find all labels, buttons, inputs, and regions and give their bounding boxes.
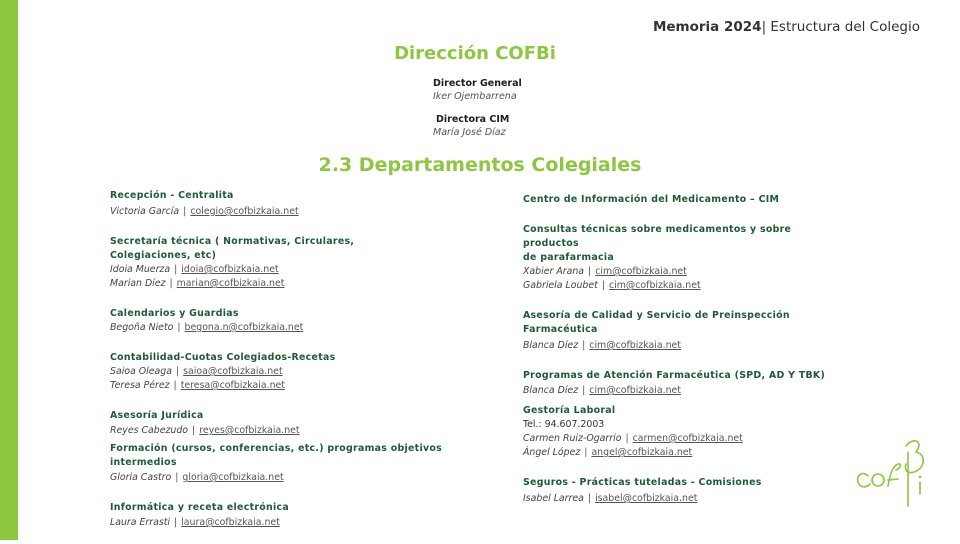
header-year: Memoria 2024 xyxy=(652,19,762,35)
dept-consultas xyxy=(523,223,843,293)
contact-row: Isabel Larrea | isabel@cofbizkaia.net xyxy=(523,493,698,504)
contact-row: Teresa Pérez | teresa@cofbizkaia.net xyxy=(110,380,285,391)
contact-row: Blanca Díez | cim@cofbizkaia.net xyxy=(523,340,681,351)
header-subtitle: | Estructura del Colegio xyxy=(761,19,920,35)
director-general xyxy=(433,78,522,102)
contact-row: Begoña Nieto | begona.n@cofbizkaia.net xyxy=(110,322,304,333)
dept-title: Recepción - Centralita xyxy=(110,190,234,201)
contact-name: Blanca Díez xyxy=(523,385,579,396)
cofbi-logo xyxy=(852,432,932,512)
dept-title: Gestoría Laboral xyxy=(523,405,616,416)
contact-name: Marian Díez xyxy=(110,278,166,289)
dept-recepcion xyxy=(110,189,500,219)
contact-name: Idoia Muerza xyxy=(110,264,171,275)
contact-email-link[interactable]: teresa@cofbizkaia.net xyxy=(180,380,285,391)
dept-title: Formación (cursos, conferencias, etc.) programas objetivos intermedios xyxy=(110,443,442,468)
contact-row: Ángel López | angel@cofbizkaia.net xyxy=(523,447,693,458)
contact-row: Xabier Arana | cim@cofbizkaia.net xyxy=(523,266,687,277)
contact-name: Begoña Nieto xyxy=(110,322,174,333)
contact-row: Gabriela Loubet | cim@cofbizkaia.net xyxy=(523,280,701,291)
contact-name: Isabel Larrea xyxy=(523,493,584,504)
contact-row: Reyes Cabezudo | reyes@cofbizkaia.net xyxy=(110,425,300,436)
dept-informatica xyxy=(110,501,500,530)
contact-name: Blanca Díez xyxy=(523,340,579,351)
contact-name: Gloria Castro xyxy=(110,472,172,483)
contact-email-link[interactable]: colegio@cofbizkaia.net xyxy=(190,206,299,217)
contact-email-link[interactable]: cim@cofbizkaia.net xyxy=(589,340,681,351)
contact-email-link[interactable]: reyes@cofbizkaia.net xyxy=(199,425,300,436)
dept-title: Asesoría de Calidad y Servicio de Preinspección xyxy=(523,310,790,321)
person-role: Directora CIM xyxy=(436,114,510,125)
contact-name: Teresa Pérez xyxy=(110,380,170,391)
contact-name: Saioa Oleaga xyxy=(110,366,172,377)
dept-title-cont: de parafarmacia xyxy=(523,252,615,263)
dept-calendarios xyxy=(110,307,500,335)
contact-row: Laura Errasti | laura@cofbizkaia.net xyxy=(110,517,280,528)
page-header xyxy=(653,19,920,35)
contact-email-link[interactable]: isabel@cofbizkaia.net xyxy=(595,493,698,504)
contact-row: Blanca Díez | cim@cofbizkaia.net xyxy=(523,385,681,396)
contact-name: Reyes Cabezudo xyxy=(110,425,189,436)
contact-email-link[interactable]: carmen@cofbizkaia.net xyxy=(632,433,743,444)
contact-row: Victoria García | colegio@cofbizkaia.net xyxy=(110,206,299,217)
dept-title: Programas de Atención Farmacéutica (SPD, AD Y TBK) xyxy=(523,370,826,381)
dept-asesoria-juridica xyxy=(110,409,500,438)
directora-cim xyxy=(433,114,510,138)
contact-name: Xabier Arana xyxy=(523,266,585,277)
person-name: María José Díaz xyxy=(433,127,506,138)
phone-number: Tel.: 94.607.2003 xyxy=(523,419,605,430)
dept-title: Centro de Información del Medicamento – CIM xyxy=(523,194,780,205)
dept-title: Informática y receta electrónica xyxy=(110,502,289,513)
contact-email-link[interactable]: begona.n@cofbizkaia.net xyxy=(184,322,304,333)
contact-email-link[interactable]: laura@cofbizkaia.net xyxy=(181,517,280,528)
contact-name: Victoria García xyxy=(110,206,180,217)
dept-title: Secretaría técnica ( Normativas, Circulares, xyxy=(110,236,355,247)
contact-name: Carmen Ruiz-Ogarrio xyxy=(523,433,622,444)
dept-atencion xyxy=(523,369,843,398)
contact-email-link[interactable]: gloria@cofbizkaia.net xyxy=(182,472,284,483)
dept-gestoria xyxy=(523,404,843,460)
contact-name: Laura Errasti xyxy=(110,517,171,528)
dept-title: Consultas técnicas sobre medicamentos y sobre productos xyxy=(523,224,792,249)
contact-email-link[interactable]: marian@cofbizkaia.net xyxy=(176,278,285,289)
departments-left-column xyxy=(110,189,500,544)
side-accent-bar xyxy=(0,0,18,540)
dept-calidad xyxy=(523,309,843,353)
dept-title-cont: Farmacéutica xyxy=(523,324,598,335)
dept-title-cont: Colegiaciones, etc) xyxy=(110,250,217,261)
contact-email-link[interactable]: cim@cofbizkaia.net xyxy=(589,385,681,396)
contact-row: Saioa Oleaga | saioa@cofbizkaia.net xyxy=(110,366,283,377)
contact-row: Marian Díez | marian@cofbizkaia.net xyxy=(110,278,285,289)
contact-email-link[interactable]: cim@cofbizkaia.net xyxy=(595,266,687,277)
contact-name: Ángel López xyxy=(523,447,581,458)
dept-contabilidad xyxy=(110,351,500,393)
dept-secretaria xyxy=(110,235,500,291)
dept-title: Asesoría Jurídica xyxy=(110,410,204,421)
contact-email-link[interactable]: cim@cofbizkaia.net xyxy=(608,280,701,291)
direccion-title: Dirección COFBi xyxy=(394,43,556,64)
person-name: Iker Ojembarrena xyxy=(433,91,517,102)
dept-title: Contabilidad-Cuotas Colegiados-Recetas xyxy=(110,352,336,363)
section-title: 2.3 Departamentos Colegiales xyxy=(318,154,642,176)
contact-email-link[interactable]: saioa@cofbizkaia.net xyxy=(183,366,283,377)
dept-title: Seguros - Prácticas tuteladas - Comisiones xyxy=(523,477,762,488)
departments-right-column xyxy=(523,193,843,520)
dept-cim xyxy=(523,193,843,207)
dept-seguros xyxy=(523,476,843,506)
contact-email-link[interactable]: idoia@cofbizkaia.net xyxy=(181,264,279,275)
contact-row: Gloria Castro | gloria@cofbizkaia.net xyxy=(110,472,284,483)
contact-row: Carmen Ruiz-Ogarrio | carmen@cofbizkaia.net xyxy=(523,433,743,444)
contact-name: Gabriela Loubet xyxy=(523,280,598,291)
person-role: Director General xyxy=(433,78,522,89)
contact-email-link[interactable]: angel@cofbizkaia.net xyxy=(591,447,693,458)
dept-formacion xyxy=(110,442,500,485)
dept-title: Calendarios y Guardias xyxy=(110,308,239,319)
contact-row: Idoia Muerza | idoia@cofbizkaia.net xyxy=(110,264,279,275)
